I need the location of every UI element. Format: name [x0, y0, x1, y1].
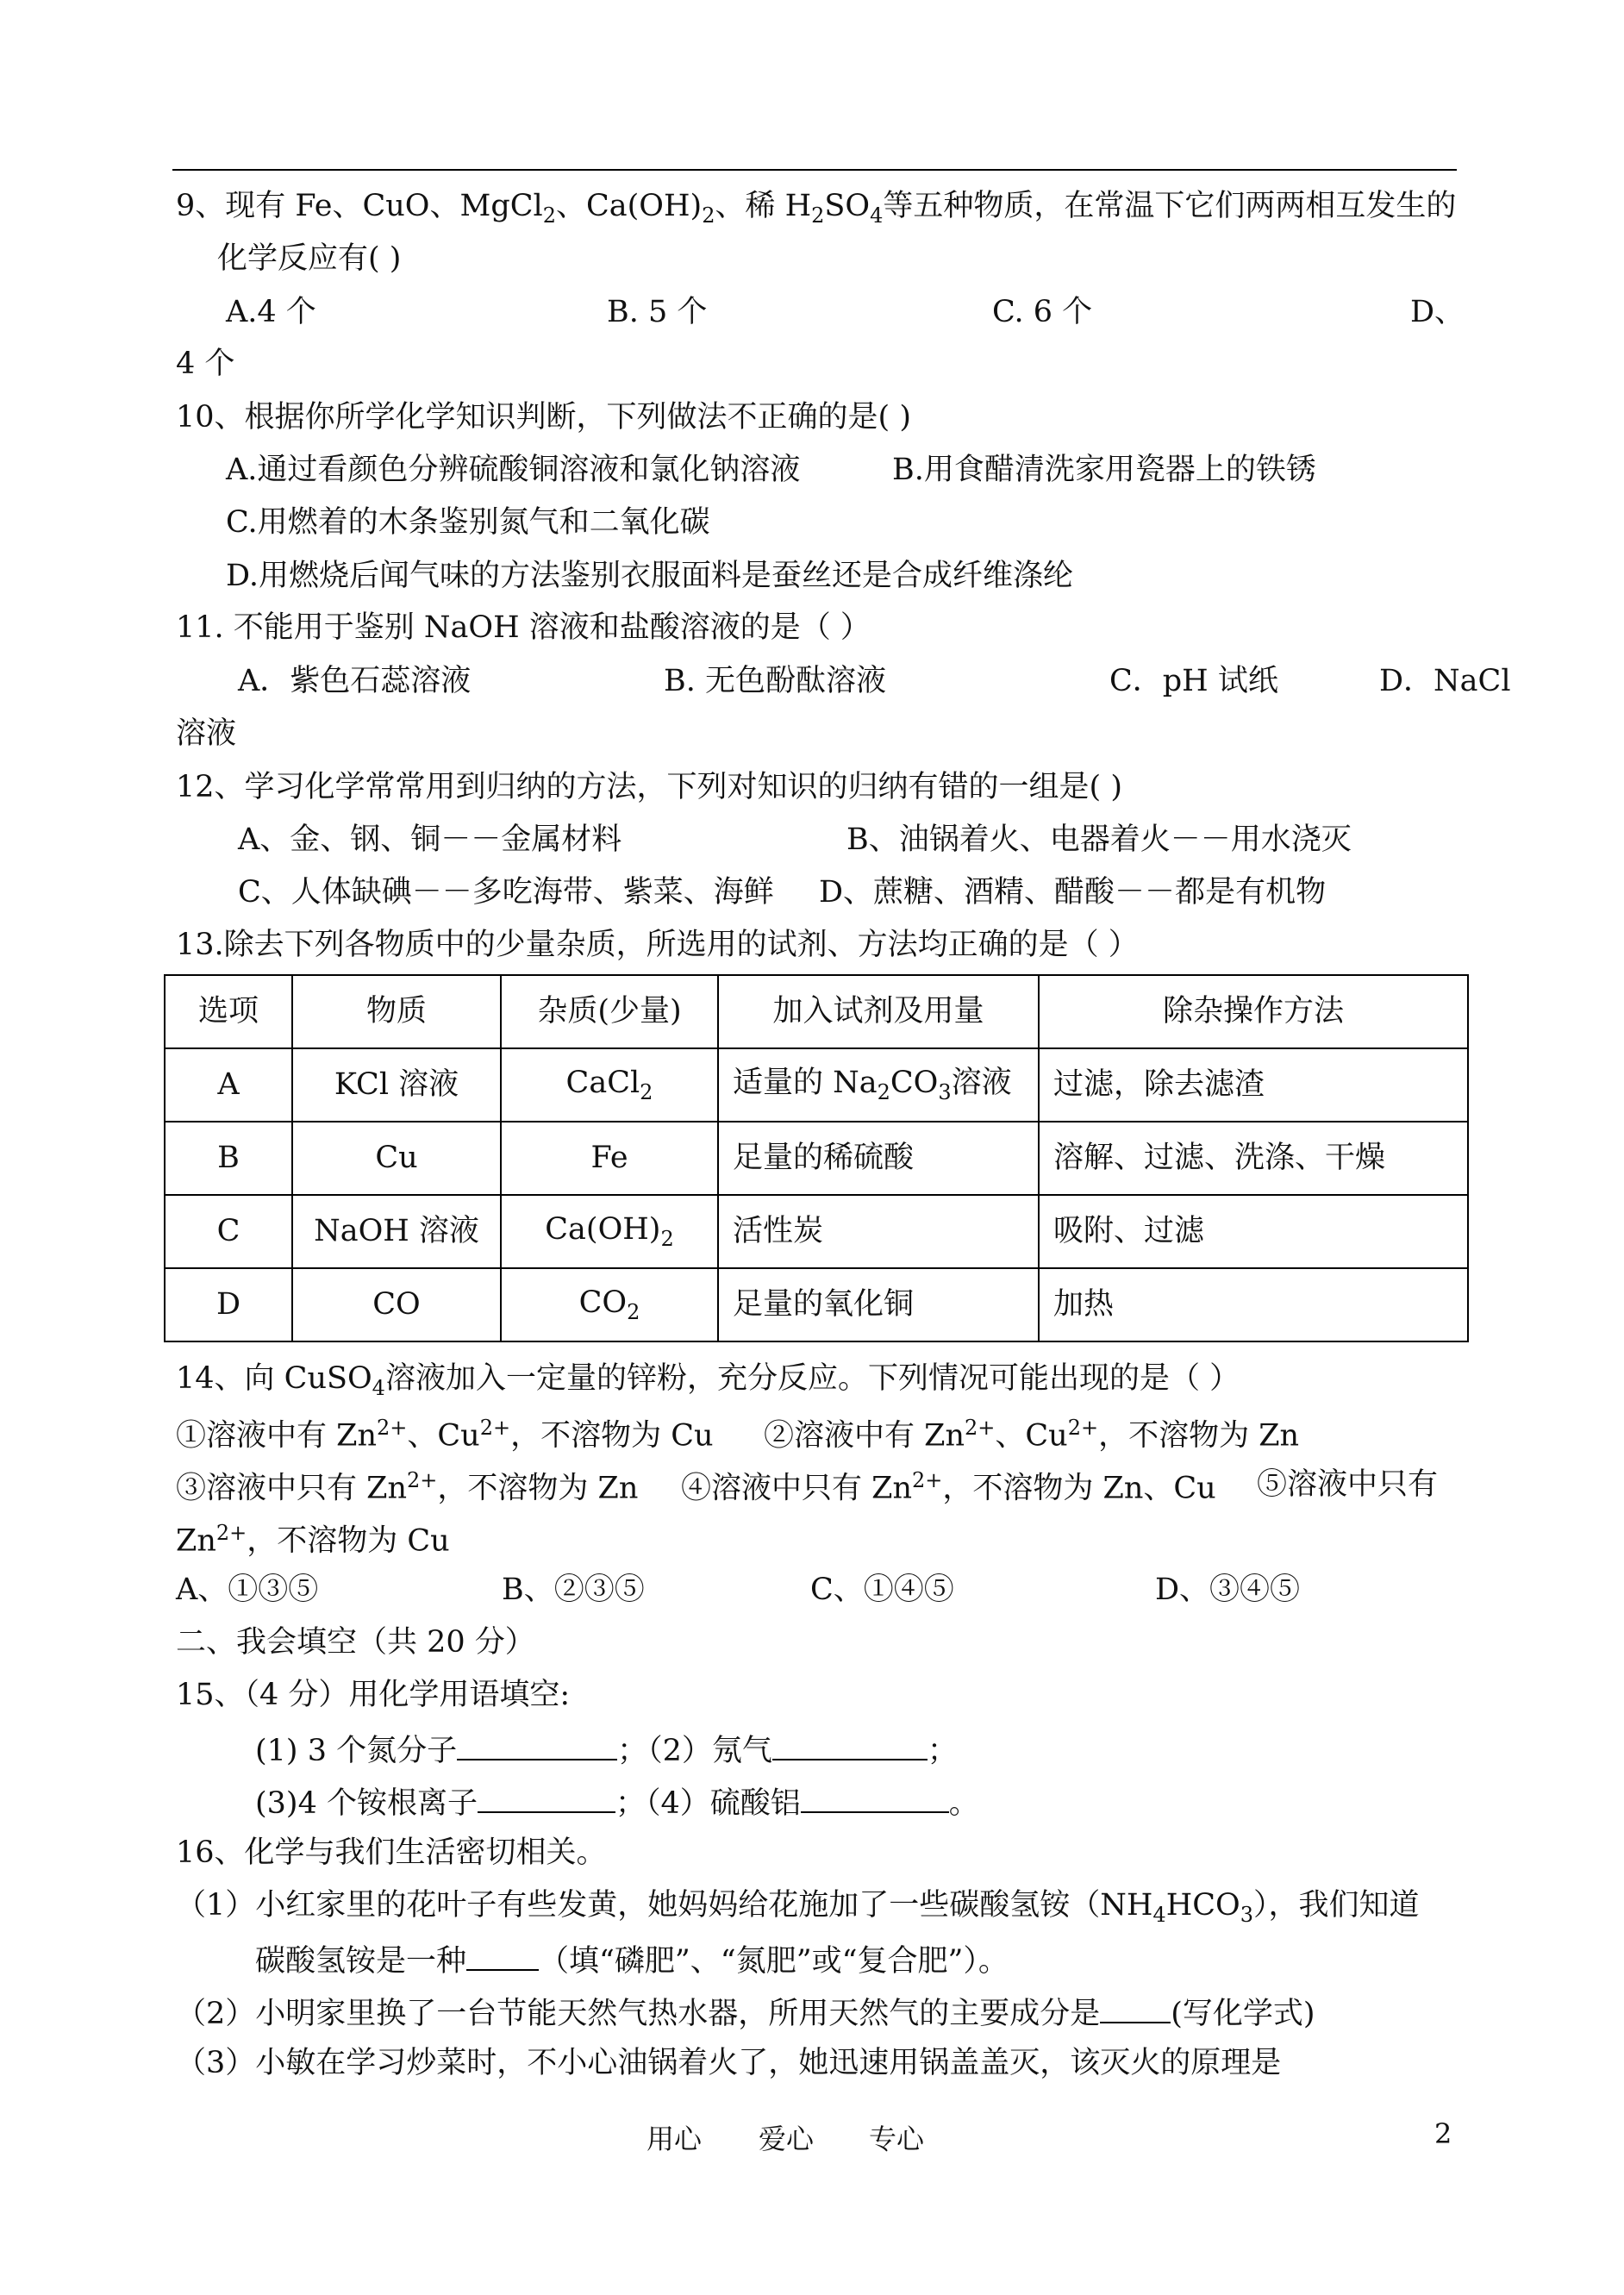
q11-stem: 11. 不能用于鉴别 NaOH 溶液和盐酸溶液的是（ ） — [176, 610, 871, 645]
row-substance: CO — [292, 1268, 501, 1341]
row-method: 过滤，除去滤渣 — [1039, 1048, 1468, 1122]
q14-option-c: C、①④⑤ — [810, 1573, 954, 1607]
q12-stem: 12、学习化学常常用到归纳的方法，下列对知识的归纳有错的一组是( ) — [176, 770, 1122, 804]
q10-stem: 10、根据你所学化学知识判断，下列做法不正确的是( ) — [176, 400, 911, 435]
table-row — [165, 1195, 1468, 1268]
q9-option-b: B. 5 个 — [607, 295, 708, 329]
q14-case-5-wrap: $Zn^{2+}$，不溶物为 Cu — [176, 1521, 450, 1559]
table-row — [165, 1122, 1468, 1195]
q10-option-d: D.用燃烧后闻气味的方法鉴别衣服面料是蚕丝还是合成纤维涤纶 — [226, 559, 1073, 593]
answer-blank — [478, 1785, 615, 1813]
q11-option-d: D．NaCl — [1379, 664, 1511, 698]
q11-option-b: B. 无色酚酞溶液 — [664, 664, 886, 698]
row-option: A — [165, 1048, 292, 1122]
row-impurity: $CO_2$ — [501, 1268, 718, 1341]
q9-stem-line2: 化学反应有( ) — [217, 241, 402, 276]
row-reagent: 活性炭 — [718, 1195, 1039, 1268]
q14-option-a: A、①③⑤ — [176, 1573, 319, 1607]
q12-option-a: A、金、钢、铜－－金属材料 — [238, 822, 622, 857]
header-reagent: 加入试剂及用量 — [718, 975, 1039, 1048]
q15-line1: (1) 3 个氮分子 ；（2）氖气 ； — [255, 1734, 958, 1768]
row-option: D — [165, 1268, 292, 1341]
q9-stem-line1: 9、现有 Fe、CuO、MgCl$_2$、$Ca(OH)_2$、稀 $H_2SO_4$等五种物质，在常温下它们两两相互发生的 — [176, 189, 1457, 228]
footer-motto-3: 专心 — [869, 2123, 925, 2155]
footer-motto-2: 爱心 — [759, 2123, 815, 2155]
q14-case-3: ③溶液中只有 $Zn^{2+}$，不溶物为 Zn — [176, 1468, 639, 1506]
table-header-row — [165, 975, 1468, 1048]
row-method: 溶解、过滤、洗涤、干燥 — [1039, 1122, 1468, 1195]
table-row — [165, 1048, 1468, 1122]
answer-blank — [1100, 1996, 1171, 2023]
section-heading: 二、我会填空（共 20 分） — [176, 1625, 535, 1660]
header-option: 选项 — [165, 975, 292, 1048]
row-option: B — [165, 1122, 292, 1195]
answer-blank — [466, 1943, 539, 1971]
q11-option-c: C．pH 试纸 — [1109, 664, 1278, 698]
row-impurity: CaCl$_2$ — [501, 1048, 718, 1122]
q14-option-d: D、③④⑤ — [1155, 1573, 1301, 1607]
q12-option-c: C、人体缺碘－－多吃海带、紫菜、海鲜 — [238, 875, 774, 910]
q10-option-a: A.通过看颜色分辨硫酸铜溶液和氯化钠溶液 — [226, 453, 801, 487]
header-impurity: 杂质(少量) — [501, 975, 718, 1048]
q14-case-1: ①溶液中有 $Zn^{2+}$、$Cu^{2+}$，不溶物为 Cu — [176, 1416, 714, 1454]
answer-blank — [457, 1733, 617, 1760]
q14-stem: 14、向 CuSO$_4$溶液加入一定量的锌粉，充分反应。下列情况可能出现的是（ ） — [176, 1361, 1240, 1400]
q12-option-d: D、蔗糖、酒精、醋酸－－都是有机物 — [819, 875, 1327, 910]
answer-blank — [772, 1733, 928, 1760]
q16-part3: （3）小敏在学习炒菜时，不小心油锅着火了，她迅速用锅盖盖灭，该灭火的原理是 — [176, 2046, 1282, 2080]
q10-option-b: B.用食醋清洗家用瓷器上的铁锈 — [892, 453, 1316, 487]
q16-part1-line2: 碳酸氢铵是一种 （填“磷肥”、“氮肥”或“复合肥”）。 — [255, 1944, 1009, 1979]
row-reagent: 足量的稀硫酸 — [718, 1122, 1039, 1195]
footer-motto-1: 用心 — [646, 2123, 703, 2155]
q13-stem: 13.除去下列各物质中的少量杂质，所选用的试剂、方法均正确的是（ ） — [176, 928, 1139, 962]
q14-case-2: ②溶液中有 $Zn^{2+}$、$Cu^{2+}$，不溶物为 Zn — [764, 1416, 1300, 1454]
row-impurity: $Ca(OH)_2$ — [501, 1195, 718, 1268]
row-reagent: 适量的 $Na_2CO_3$溶液 — [718, 1048, 1039, 1122]
header-substance: 物质 — [292, 975, 501, 1048]
q9-option-a: A.4 个 — [226, 295, 316, 329]
row-substance: NaOH 溶液 — [292, 1195, 501, 1268]
q14-case-5: ⑤溶液中只有 — [1257, 1467, 1439, 1502]
row-method: 加热 — [1039, 1268, 1468, 1341]
q11-option-d-wrap: 溶液 — [176, 716, 237, 751]
q16-part1-line1: （1）小红家里的花叶子有些发黄，她妈妈给花施加了一些碳酸氢铵$(NH_4HCO_3)$，我们知道 — [176, 1888, 1420, 1927]
row-substance: Cu — [292, 1122, 501, 1195]
q13-table — [164, 974, 1469, 1342]
q14-option-b: B、②③⑤ — [502, 1573, 645, 1607]
q16-part2: （2）小明家里换了一台节能天然气热水器，所用天然气的主要成分是 (写化学式) — [176, 1997, 1315, 2031]
answer-blank — [801, 1785, 949, 1813]
q9-option-d-wrap: 4 个 — [176, 347, 235, 381]
header-method: 除杂操作方法 — [1039, 975, 1468, 1048]
q11-option-a: A．紫色石蕊溶液 — [238, 664, 472, 698]
q12-option-b: B、油锅着火、电器着火－－用水浇灭 — [846, 822, 1352, 857]
q9-option-c: C. 6 个 — [992, 295, 1093, 329]
header-rule — [172, 169, 1457, 171]
page-number: 2 — [1434, 2117, 1452, 2150]
row-option: C — [165, 1195, 292, 1268]
q10-option-c: C.用燃着的木条鉴别氮气和二氧化碳 — [226, 505, 710, 540]
q15-line2: (3)4 个铵根离子 ；（4）硫酸铝 。 — [255, 1786, 979, 1821]
q15-stem: 15、（4 分）用化学用语填空: — [176, 1678, 571, 1712]
q16-stem: 16、化学与我们生活密切相关。 — [176, 1835, 607, 1870]
table-row — [165, 1268, 1468, 1341]
row-method: 吸附、过滤 — [1039, 1195, 1468, 1268]
row-reagent: 足量的氧化铜 — [718, 1268, 1039, 1341]
row-substance: KCl 溶液 — [292, 1048, 501, 1122]
row-impurity: Fe — [501, 1122, 718, 1195]
q9-option-d: D、 — [1410, 295, 1465, 329]
q14-case-4: ④溶液中只有 $Zn^{2+}$，不溶物为 Zn、Cu — [681, 1468, 1216, 1506]
